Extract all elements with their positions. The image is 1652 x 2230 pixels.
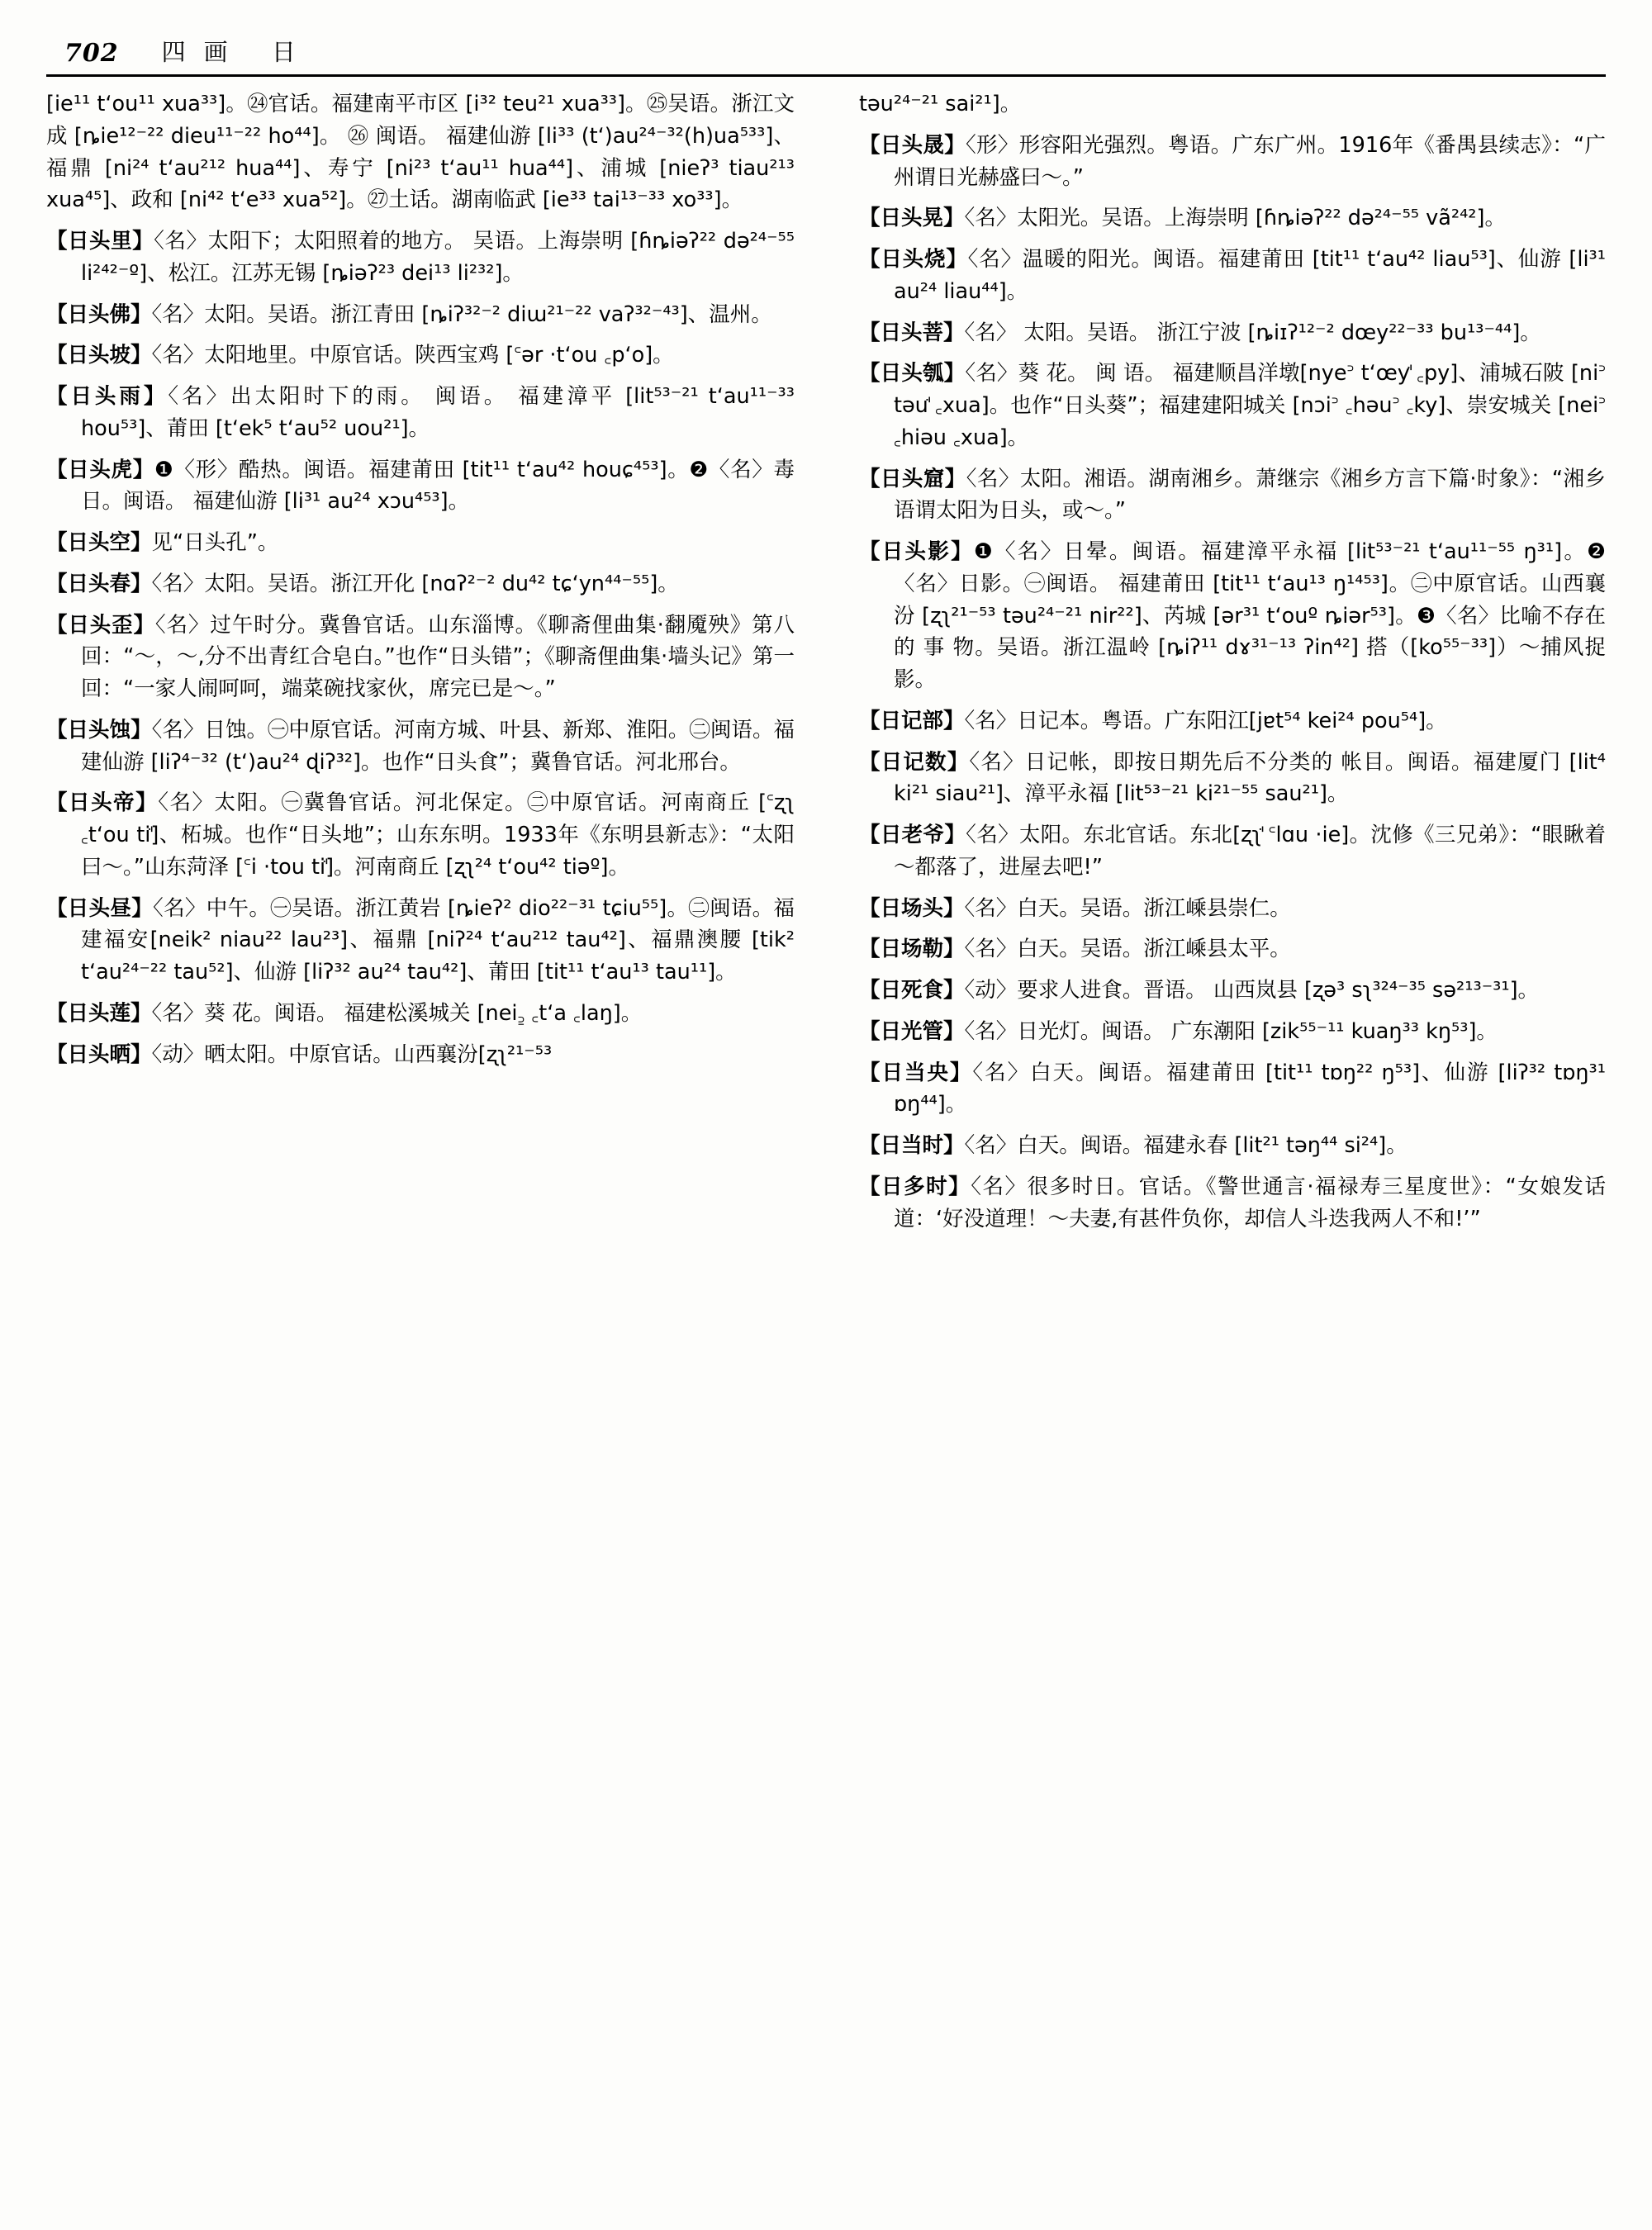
entry-text: 〈名〉白天。吴语。浙江嵊县崇仁。 [964, 895, 1291, 921]
entry-text: 〈名〉很多时日。官话。《警世通言·福禄寿三星度世》：“女娘发话道：‘好没道理！～夫妻,有甚件负你，却信人斗迭我两人不和!’” [894, 1174, 1606, 1231]
headword: 【日头虎】 [46, 457, 154, 482]
headword: 【日头晟】 [859, 132, 966, 158]
entry-richangtou [859, 893, 1606, 925]
entry-text: 〈名〉太阳下；太阳照着的地方。 吴语。上海崇明 [ɦȵiəʔ²² dә²⁴⁻⁵⁵ li²⁴²⁻º]、松江。江苏无锡 [ȵiəʔ²³ dei¹³ li²³²]。 [81, 229, 795, 286]
headword: 【日头莲】 [46, 1000, 152, 1026]
entry-text: 〈名〉太阳地里。中原官话。陕西宝鸡 [꜂ər ·tʻou ꜀pʻo]。 [151, 343, 674, 368]
entry-text: 见“日头孔”。 [151, 530, 279, 555]
headword: 【日场勒】 [859, 937, 965, 962]
entry-text: 〈名〉日记帐，即按日期先后不分类的 帐目。闽语。福建厦门 [lit⁴ ki²¹ siau²¹]、漳平永福 [lit⁵³⁻²¹ ki²¹⁻⁵⁵ sau²¹]。 [894, 749, 1606, 807]
headword: 【日当时】 [859, 1133, 965, 1158]
entry-text: 〈名〉中午。㊀吴语。浙江黄岩 [ȵieʔ² dio²²⁻³¹ tɕiu⁵⁵]。㊁闽语。福建福安[neik² niau²² lau²³]、福鼎 [niʔ²⁴ tʻau²¹² tau⁴²]、福鼎澳腰 [tik² tʻau²⁴⁻²² tau⁵²]、仙游 [liʔ³² au²⁴ tau⁴²]、莆田 [tit¹¹ tʻau¹³ tau¹¹]。 [81, 895, 795, 985]
entry-ritoushai [46, 1039, 795, 1071]
headword: 【日死食】 [859, 978, 965, 1003]
entry-text: 〈名〉葵 花。闽语。 福建松溪城关 [nei꜇ ꜀tʻa ꜀laŋ]。 [151, 1000, 643, 1026]
headword: 【日头菩】 [859, 320, 965, 345]
entry-text: 〈名〉温暖的阳光。闽语。福建莆田 [tit¹¹ tʻau⁴² liau⁵³]、仙游 [li³¹ au²⁴ liau⁴⁴]。 [894, 247, 1606, 304]
entry-ritouying [859, 536, 1606, 696]
entry-riduoshi [859, 1171, 1606, 1236]
entry-text: [ie¹¹ tʻou¹¹ xua³³]。㉔官话。福建南平市区 [i³² teu²¹ xua³³]。㉕吴语。浙江文成 [ȵie¹²⁻²² dieu¹¹⁻²² ho⁴⁴]。 ㉖ 闽语。 福建仙游 [li³³ (tʻ)au²⁴⁻³²(h)ua⁵³³]、福鼎 [ni²⁴ tʻau²¹² hua⁴⁴]、寿宁 [ni²³ tʻau¹¹ hua⁴⁴]、浦城 [nieʔ³ tiau²¹³ xua⁴⁵]、政和 [ni⁴² tʻe³³ xua⁵²]。㉗土话。湖南临武 [ie³³ tai¹³⁻³³ xo³³]。 [46, 92, 795, 213]
entry-ritousheng [859, 130, 1606, 194]
entry-text: 〈名〉太阳。湘语。湖南湘乡。萧继宗《湘乡方言下篇·时象》：“湘乡语谓太阳为日头，或～。” [894, 466, 1606, 524]
entry-text: 〈名〉太阳光。吴语。上海崇明 [ɦȵiəʔ²² dә²⁴⁻⁵⁵ vã²⁴²]。 [964, 206, 1506, 231]
entry-riguangguan [859, 1016, 1606, 1048]
running-head: 四画 日 [161, 38, 314, 66]
entry-rijishu [859, 747, 1606, 811]
headword: 【日头帝】 [46, 790, 159, 816]
entry-text: 〈名〉太阳。吴语。浙江青田 [ȵiʔ³²⁻² diɯ²¹⁻²² vaʔ³²⁻⁴³]、温州。 [151, 301, 772, 327]
entry-text: 〈名〉太阳。㊀冀鲁官话。河北保定。㊁中原官话。河南商丘 [꜂ʐʅ ꜀tʻou tiꜗ]、柘城。也作“日头地”；山东东明。1933年《东明县新志》：“太阳曰～。”山东菏泽 [꜂i ·tou tiꜗ]。河南商丘 [ʐʅ²⁴ tʻou⁴² tiəº]。 [81, 790, 795, 880]
entry-text: ❶〈形〉酷热。闽语。福建莆田 [tit¹¹ tʻau⁴² houɕ⁴⁵³]。❷〈名〉毒日。闽语。 福建仙游 [li³¹ au²⁴ xɔu⁴⁵³]。 [81, 457, 795, 515]
entry-ritoudi [46, 787, 795, 883]
headword: 【日头晒】 [46, 1041, 152, 1067]
headword: 【日头晃】 [859, 206, 965, 231]
headword: 【日头春】 [46, 571, 152, 596]
headword: 【日记部】 [859, 708, 965, 733]
entry-risishi [859, 975, 1606, 1007]
entry-ritouzhou [46, 893, 795, 989]
entry-text: 〈形〉形容阳光强烈。粤语。广东广州。1916年《番禺县续志》：“广州谓日光赫盛曰～。” [894, 132, 1606, 190]
two-column-body [46, 88, 1606, 2203]
entry-text: 〈名〉日蚀。㊀中原官话。河南方城、叶县、新郑、淮阳。㊁闽语。福建仙游 [liʔ⁴⁻³² (tʻ)au²⁴ ɖiʔ³²]。也作“日头食”；冀鲁官话。河北邢台。 [81, 717, 795, 775]
right-column [826, 88, 1606, 2203]
page-header [46, 28, 1606, 68]
headword: 【日场头】 [859, 895, 965, 921]
entry-text: 〈名〉白天。吴语。浙江嵊县太平。 [964, 937, 1291, 962]
entry-ritoulian [46, 998, 795, 1030]
page-number: 702 [64, 39, 119, 68]
continuation-paragraph [859, 88, 1606, 121]
entry-ritouli [46, 225, 795, 290]
entry-ritouhu [46, 454, 795, 519]
headword: 【日记数】 [859, 749, 970, 775]
entry-text: təu²⁴⁻²¹ sai²¹]。 [859, 92, 1022, 116]
headword: 【日头雨】 [46, 384, 169, 409]
headword: 【日头昼】 [46, 895, 154, 921]
entry-ritouku [859, 463, 1606, 528]
entry-text: 〈动〉要求人进食。晋语。 山西岚县 [ʐə³ sʅ³²⁴⁻³⁵ sə²¹³⁻³¹]。 [964, 978, 1540, 1003]
headword: 【日头里】 [46, 229, 154, 254]
entry-ritoupo [46, 339, 795, 372]
entry-text: 〈动〉晒太阳。中原官话。山西襄汾[ʐʅ²¹⁻⁵³ [151, 1041, 553, 1067]
headword: 【日头烧】 [859, 247, 968, 272]
entry-ritouchun [46, 568, 795, 600]
headword: 【日老爷】 [859, 823, 966, 847]
entry-ritoukong [46, 527, 795, 559]
entry-ritouhu2 [859, 358, 1606, 453]
entry-ritoushi [46, 714, 795, 779]
entry-text: 〈名〉 太阳。吴语。 浙江宁波 [ȵiɪʔ¹²⁻² dœy²²⁻³³ bu¹³⁻⁴⁴]。 [964, 320, 1541, 345]
entry-text: 〈名〉白天。闽语。福建永春 [lit²¹ təŋ⁴⁴ si²⁴]。 [964, 1133, 1408, 1158]
entry-ridangshi [859, 1130, 1606, 1162]
entry-ritoushao [859, 244, 1606, 308]
headword: 【日头影】 [859, 539, 974, 564]
continuation-paragraph [46, 88, 795, 216]
entry-rijibu [859, 705, 1606, 738]
headword: 【日当央】 [859, 1060, 973, 1085]
headword: 【日头窟】 [859, 466, 966, 491]
entry-richangle [859, 933, 1606, 966]
headword: 【日头坡】 [46, 343, 152, 368]
entry-text: 〈名〉日光灯。闽语。 广东潮阳 [zik⁵⁵⁻¹¹ kuaŋ³³ kŋ⁵³]。 [964, 1018, 1498, 1044]
entry-ritoufo [46, 299, 795, 331]
entry-ridangyang [859, 1057, 1606, 1122]
entry-text: 〈名〉过午时分。冀鲁官话。山东淄博。《聊斋俚曲集·翻魇殃》第八回：“～，～,分不出青红合皂白。”也作“日头错”；《聊斋俚曲集·墙头记》第一回：“一家人闹呵呵，端菜碗找家伙，席完已是～。” [81, 612, 795, 701]
entry-rilaoye [859, 819, 1606, 884]
headword: 【日光管】 [859, 1018, 965, 1044]
entry-text: 〈名〉葵 花。 闽 语。 福建顺昌洋墩[nye꜄ tʻœyꜗ ꜀py]、浦城石陂 [ni꜄ təuꜗ ꜀xua]。也作“日头葵”；福建建阳城关 [nɔi꜄ ꜀həu꜄ ꜀ky]、崇安城关 [nei꜄ ꜀hiəu ꜀xua]。 [894, 361, 1606, 450]
headword: 【日多时】 [859, 1174, 971, 1199]
entry-text: 〈名〉太阳。东北官话。东北[ʐʅꜗ ꜂lɑu ·ie]。沈修《三兄弟》：“眼瞅着～都落了，进屋去吧!” [894, 823, 1606, 880]
entry-text: ❶〈名〉日晕。闽语。福建漳平永福 [lit⁵³⁻²¹ tʻau¹¹⁻⁵⁵ ŋ³¹]。❷〈名〉日影。㊀闽语。 福建莆田 [tit¹¹ tʻau¹³ ŋ¹⁴⁵³]。㊁中原官话。山西襄汾 [ʐʅ²¹⁻⁵³ təu²⁴⁻²¹ nir²²]、芮城 [ər³¹ tʻouº ȵiər⁵³]。❸〈名〉比喻不存在 的 事 物。吴语。浙江温岭 [ȵiʔ¹¹ dɤ³¹⁻¹³ ʔin⁴²] 搭（[ko⁵⁵⁻³³]）～捕风捉影。 [894, 539, 1606, 692]
headword: 【日头空】 [46, 530, 152, 555]
entry-text: 〈名〉太阳。吴语。浙江开化 [nɑʔ²⁻² du⁴² tɕʻyn⁴⁴⁻⁵⁵]。 [151, 571, 679, 596]
headword: 【日头歪】 [46, 612, 155, 638]
entry-text: 〈名〉白天。闽语。福建莆田 [tit¹¹ tɒŋ²² ŋ⁵³]、仙游 [liʔ³² tɒŋ³¹ ɒŋ⁴⁴]。 [894, 1060, 1606, 1117]
entry-ritouyu [46, 381, 795, 445]
headword: 【日头蚀】 [46, 717, 152, 743]
entry-text: 〈名〉出太阳时下的雨。 闽语。 福建漳平 [lit⁵³⁻²¹ tʻau¹¹⁻³³ hou⁵³]、莆田 [tʻek⁵ tʻau⁵² uou²¹]。 [81, 384, 795, 441]
entry-text: 〈名〉日记本。粤语。广东阳江[jɐt⁵⁴ kei²⁴ pou⁵⁴]。 [964, 708, 1447, 733]
entry-ritouwai [46, 610, 795, 705]
headword: 【日头瓠】 [859, 361, 966, 387]
left-column [46, 88, 826, 2203]
header-rule [46, 74, 1606, 77]
headword: 【日头佛】 [46, 301, 152, 327]
entry-ritoupu [859, 317, 1606, 349]
entry-ritouhuang [859, 202, 1606, 235]
